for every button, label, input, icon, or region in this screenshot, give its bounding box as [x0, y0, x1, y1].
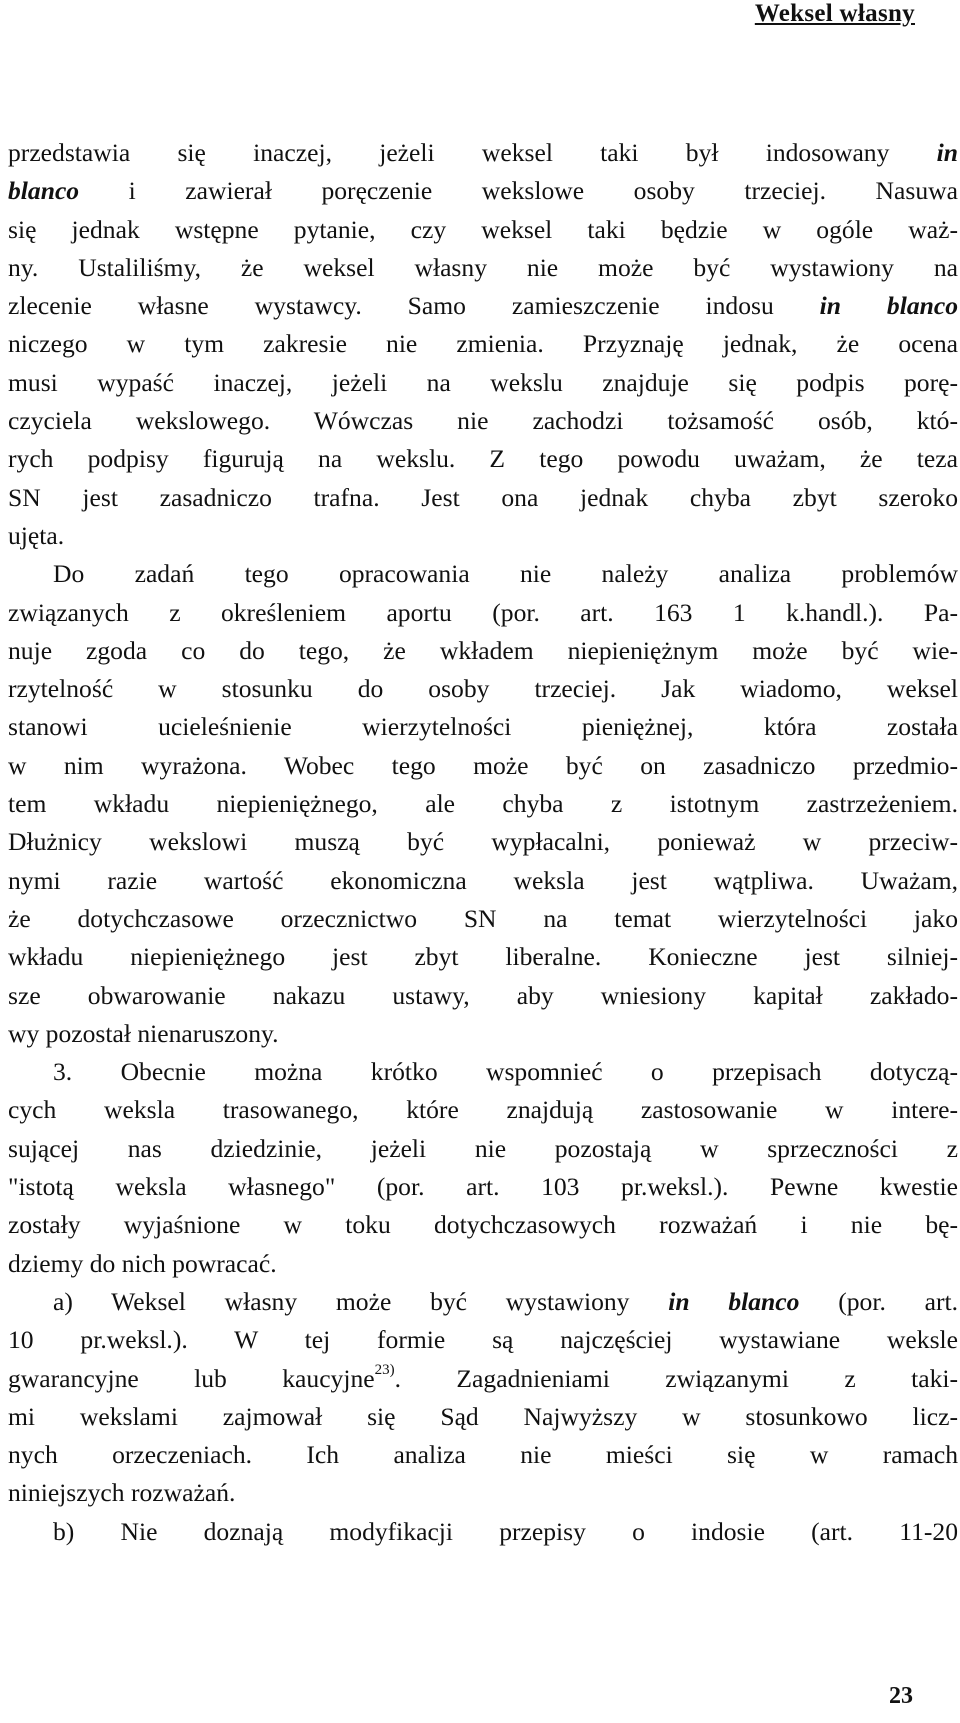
text-span: musi wypaść inaczej, jeżeli na wekslu znajduje się podpis porę- [8, 367, 958, 397]
text-line [8, 1053, 958, 1091]
text-line [8, 134, 958, 172]
text-line [8, 900, 958, 938]
text-span: zlecenie własne wystawcy. Samo zamieszczenie indosu [8, 291, 820, 321]
text-span: gwarancyjne lub kaucyjne [8, 1363, 375, 1393]
text-span: sującej nas dziedzinie, jeżeli nie pozostają w sprzeczności z [8, 1133, 958, 1163]
text-span: nuje zgoda co do tego, że wkładem niepieniężnym może być wie- [8, 635, 958, 665]
text-span: 3. Obecnie można krótko wspomnieć o przepisach dotyczą- [53, 1057, 958, 1087]
page-number: 23 [889, 1683, 913, 1709]
text-line [8, 1513, 958, 1551]
text-line [8, 555, 958, 593]
text-span: . Zagadnieniami związanymi z taki- [394, 1363, 959, 1393]
text-line [8, 1168, 958, 1206]
text-span: b) Nie doznają modyfikacji przepisy o indosie (art. 11-20 [53, 1516, 958, 1546]
text-line [8, 1474, 958, 1512]
text-span: Dłużnicy wekslowi muszą być wypłacalni, ponieważ w przeciw- [8, 827, 958, 857]
italic-phrase: blanco [8, 176, 80, 206]
text-span: związanych z określeniem aportu (por. art. 163 1 k.handl.). Pa- [8, 597, 958, 627]
text-span: SN jest zasadniczo trafna. Jest ona jednak chyba zbyt szeroko [8, 482, 958, 512]
text-line [8, 1436, 958, 1474]
text-span: dziemy do nich powracać. [8, 1248, 277, 1278]
text-span: nych orzeczeniach. Ich analiza nie mieści się w ramach [8, 1440, 958, 1470]
text-line [8, 670, 958, 708]
text-span: zostały wyjaśnione w toku dotychczasowych rozważań i nie bę- [8, 1210, 958, 1240]
text-line [8, 708, 958, 746]
text-line [8, 211, 958, 249]
text-span: "istotą weksla własnego" (por. art. 103 pr.weksl.). Pewne kwestie [8, 1172, 958, 1202]
text-line [8, 1015, 958, 1053]
text-line [8, 1206, 958, 1244]
text-line [8, 1245, 958, 1283]
text-line [8, 938, 958, 976]
text-line [8, 325, 958, 363]
text-line [8, 287, 958, 325]
text-span: rych podpisy figurują na wekslu. Z tego powodu uważam, że teza [8, 444, 958, 474]
text-span: czyciela wekslowego. Wówczas nie zachodzi tożsamość osób, któ- [8, 406, 958, 436]
text-line [8, 364, 958, 402]
text-line [8, 785, 958, 823]
text-span: w nim wyrażona. Wobec tego może być on zasadniczo przedmio- [8, 750, 958, 780]
text-line [8, 440, 958, 478]
text-span: cych weksla trasowanego, które znajdują zastosowanie w intere- [8, 1095, 958, 1125]
text-line [8, 862, 958, 900]
text-span: stanowi ucieleśnienie wierzytelności pieniężnej, która została [8, 712, 958, 742]
text-line [8, 632, 958, 670]
text-span: tem wkładu niepieniężnego, ale chyba z istotnym zastrzeżeniem. [8, 789, 958, 819]
text-line [8, 977, 958, 1015]
text-line [8, 594, 958, 632]
text-line [8, 402, 958, 440]
text-span: wkładu niepieniężnego jest zbyt liberalne. Konieczne jest silniej- [8, 942, 958, 972]
body-text [8, 134, 958, 1551]
text-span: a) Weksel własny może być wystawiony [53, 1286, 669, 1316]
text-line [8, 823, 958, 861]
text-span: wy pozostał nienaruszony. [8, 1018, 279, 1048]
running-header: Weksel własny [754, 0, 915, 27]
text-span: że dotychczasowe orzecznictwo SN na temat wierzytelności jako [8, 903, 958, 933]
text-span: mi wekslami zajmował się Sąd Najwyższy w stosunkowo licz- [8, 1401, 958, 1431]
text-span: niniejszych rozważań. [8, 1478, 236, 1508]
text-span: ny. Ustaliliśmy, że weksel własny nie może być wystawiony na [8, 252, 958, 282]
text-span: sze obwarowanie nakazu ustawy, aby wniesiony kapitał zakłado- [8, 980, 958, 1010]
text-line [8, 1283, 958, 1321]
text-span: się jednak wstępne pytanie, czy weksel taki będzie w ogóle waż- [8, 214, 958, 244]
text-line [8, 1321, 958, 1359]
text-line [8, 1360, 958, 1398]
text-line [8, 479, 958, 517]
text-line [8, 517, 958, 555]
text-span: przedstawia się inaczej, jeżeli weksel taki był indosowany [8, 138, 937, 167]
footnote-ref: 23) [374, 1361, 395, 1378]
text-line [8, 1130, 958, 1168]
text-line [8, 249, 958, 287]
text-line [8, 1398, 958, 1436]
text-span: rzytelność w stosunku do osoby trzeciej. Jak wiadomo, weksel [8, 674, 958, 704]
text-span: niczego w tym zakresie nie zmienia. Przyznaję jednak, że ocena [8, 329, 958, 359]
text-span: 10 pr.weksl.). W tej formie są najczęściej wystawiane weksle [8, 1325, 958, 1355]
text-span: (por. art. [799, 1286, 958, 1316]
text-line [8, 172, 958, 210]
text-span: ujęta. [8, 520, 65, 550]
italic-phrase: in [936, 138, 958, 167]
text-span: Do zadań tego opracowania nie należy analiza problemów [53, 559, 958, 589]
italic-phrase: in blanco [668, 1286, 800, 1316]
italic-phrase: in blanco [819, 291, 959, 321]
text-span: nymi razie wartość ekonomiczna weksla jest wątpliwa. Uważam, [8, 865, 958, 895]
text-line [8, 747, 958, 785]
text-line [8, 1091, 958, 1129]
text-span: i zawierał poręczenie wekslowe osoby trzeciej. Nasuwa [79, 176, 958, 206]
